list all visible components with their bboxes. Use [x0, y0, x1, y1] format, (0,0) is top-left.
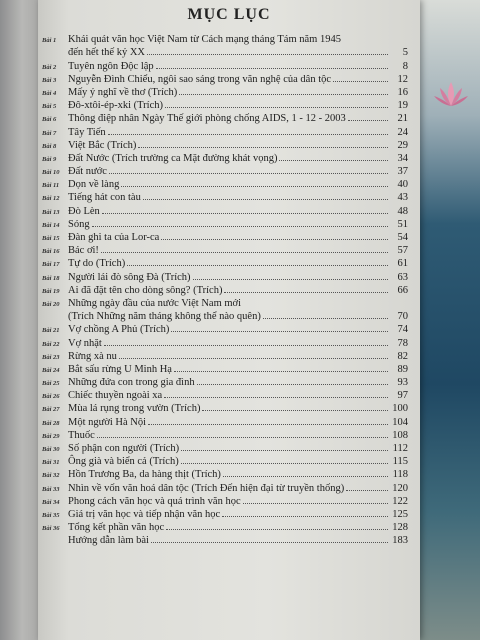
page-number: 74	[397, 324, 408, 336]
lesson-title: Phong cách văn học và quá trình văn học	[68, 495, 241, 507]
toc-entry	[42, 349, 408, 362]
dot-leader	[348, 120, 388, 121]
toc-entry	[42, 151, 408, 164]
toc-entry	[42, 164, 408, 177]
dot-leader	[164, 397, 388, 398]
dot-leader	[108, 134, 388, 135]
lesson-number: Bài 25	[42, 380, 60, 388]
dot-leader	[161, 239, 388, 240]
dot-leader	[193, 279, 388, 280]
lesson-title: Giá trị văn học và tiếp nhận văn học	[68, 508, 221, 520]
page-number: 57	[397, 245, 408, 257]
page-number: 5	[402, 47, 408, 59]
lesson-number: Bài 20	[42, 300, 60, 308]
lesson-title: Đàn ghi ta của Lor-ca	[68, 232, 160, 243]
dot-leader	[263, 318, 388, 319]
lesson-number: Bài 32	[42, 472, 60, 480]
page-number: 16	[397, 86, 408, 98]
lesson-number: Bài 18	[42, 274, 60, 282]
toc-entry	[42, 269, 408, 282]
toc-entry	[42, 45, 408, 58]
lesson-title: Việt Bắc (Trích)	[68, 139, 137, 151]
lesson-number: Bài 24	[42, 366, 60, 374]
lesson-title: Tây Tiến	[68, 126, 106, 138]
lesson-title: Nhìn về vốn văn hoá dân tộc (Trích Đến hiện đại từ truyền thống)	[68, 482, 345, 494]
toc-entry	[42, 111, 408, 124]
lesson-title: Bác ơi!	[68, 245, 99, 257]
lesson-title: Đô-xtôi-ép-xki (Trích)	[68, 100, 163, 112]
toc-entry	[42, 362, 408, 375]
lesson-number: Bài 21	[42, 327, 60, 335]
lesson-title: Đất nước	[68, 166, 107, 178]
lesson-title: Ông già và biển cả (Trích)	[68, 456, 179, 468]
lesson-number: Bài 16	[42, 248, 60, 256]
dot-leader	[181, 450, 388, 451]
lesson-title: Thuốc	[68, 429, 95, 441]
lesson-number: Bài 30	[42, 446, 60, 453]
toc-entry	[42, 441, 408, 454]
toc-list	[42, 32, 408, 546]
toc-entry	[42, 32, 408, 45]
lesson-title: Số phận con người (Trích)	[68, 443, 180, 454]
page-number: 63	[397, 271, 408, 283]
toc-entry	[42, 230, 408, 243]
dot-leader	[181, 463, 388, 464]
dot-leader	[202, 410, 388, 411]
toc-entry	[42, 72, 408, 85]
page-number: 34	[397, 152, 408, 164]
toc-entry	[42, 507, 408, 520]
dot-leader	[346, 490, 388, 491]
lesson-number: Bài 34	[42, 498, 60, 506]
lesson-title: Những đứa con trong gia đình	[68, 377, 195, 389]
page-number: 122	[392, 495, 408, 507]
lesson-number: Bài 22	[42, 340, 60, 348]
toc-entry	[42, 520, 408, 533]
toc-entry	[42, 58, 408, 71]
lesson-number: Bài 12	[42, 195, 60, 203]
dot-leader	[222, 516, 388, 517]
page-number: 118	[392, 469, 408, 481]
lesson-title: Bắt sấu rừng U Minh Hạ	[68, 363, 172, 375]
lesson-title: Ai đã đặt tên cho dòng sông? (Trích)	[68, 284, 223, 296]
page-number: 61	[397, 258, 408, 270]
dot-leader	[165, 107, 388, 108]
lesson-number: Bài 14	[42, 221, 60, 229]
toc-entry	[42, 428, 408, 441]
lesson-number: Bài 5	[42, 103, 57, 111]
dot-leader	[151, 542, 388, 543]
dot-leader	[174, 371, 388, 372]
lesson-number: Bài 4	[42, 89, 57, 97]
lesson-number: Bài 36	[42, 525, 60, 533]
toc-page	[38, 0, 420, 640]
page-number: 54	[397, 232, 408, 243]
lesson-title: Hướng dẫn làm bài	[68, 535, 149, 547]
lesson-number: Bài 15	[42, 235, 60, 242]
dot-leader	[104, 345, 388, 346]
toc-entry	[42, 375, 408, 388]
toc-entry	[42, 85, 408, 98]
lesson-number: Bài 23	[42, 353, 60, 361]
toc-entry	[42, 480, 408, 493]
dot-leader	[171, 331, 388, 332]
toc-entry	[42, 309, 408, 322]
lesson-title: Mùa lá rụng trong vườn (Trích)	[68, 403, 201, 415]
page-number: 29	[397, 139, 408, 151]
page-number: 24	[397, 126, 408, 138]
lesson-title: Nguyễn Đình Chiểu, ngôi sao sáng trong văn nghệ của dân tộc	[68, 73, 332, 85]
lesson-title: Hồn Trương Ba, da hàng thịt (Trích)	[68, 469, 221, 481]
page-number: 8	[402, 60, 408, 72]
lesson-number: Bài 10	[42, 169, 60, 177]
page-number: 51	[397, 218, 408, 230]
page-number: 93	[397, 377, 408, 389]
lesson-number: Bài 19	[42, 287, 60, 295]
toc-entry	[42, 454, 408, 467]
toc-entry	[42, 283, 408, 296]
lesson-title: Những ngày đầu của nước Việt Nam mới	[68, 297, 241, 309]
lesson-title: Đò Lèn	[68, 205, 100, 217]
lesson-title: Vợ nhặt	[68, 337, 102, 349]
page-number: 120	[392, 482, 408, 494]
page-number: 12	[397, 73, 408, 85]
lesson-number: Bài 6	[42, 116, 57, 124]
page-number: 78	[397, 337, 408, 349]
lesson-number: Bài 26	[42, 393, 60, 401]
page-number: 125	[392, 508, 408, 520]
dot-leader	[101, 252, 388, 253]
toc-entry	[42, 401, 408, 414]
page-number: 66	[397, 284, 408, 296]
page-number: 97	[397, 390, 408, 402]
page-number: 104	[392, 416, 408, 428]
lesson-number: Bài 3	[42, 76, 57, 84]
dot-leader	[102, 213, 388, 214]
background-book-cover	[410, 0, 480, 640]
lesson-title: Dọn về làng	[68, 179, 120, 191]
page-number: 82	[397, 350, 408, 362]
adjacent-page	[0, 0, 40, 640]
dot-leader	[148, 424, 388, 425]
toc-entry	[42, 414, 408, 427]
page-title: MỤC LỤC	[187, 6, 271, 23]
lesson-title: đến hết thế kỷ XX	[68, 47, 145, 59]
lesson-title: Khái quát văn học Việt Nam từ Cách mạng tháng Tám năm 1945	[68, 34, 341, 46]
dot-leader	[119, 358, 388, 359]
lesson-number: Bài 9	[42, 155, 57, 163]
toc-entry	[42, 203, 408, 216]
lesson-title: Tiếng hát con tàu	[68, 192, 141, 204]
lesson-title: Người lái đò sông Đà (Trích)	[68, 271, 191, 283]
dot-leader	[143, 199, 388, 200]
lesson-title: Vợ chồng A Phủ (Trích)	[68, 324, 170, 336]
page-number: 108	[392, 429, 408, 441]
page-number: 128	[392, 522, 408, 534]
toc-entry	[42, 190, 408, 203]
dot-leader	[156, 68, 388, 69]
lesson-number: Bài 17	[42, 261, 60, 269]
lesson-title: Tự do (Trích)	[68, 258, 126, 270]
page-number: 115	[392, 456, 408, 468]
toc-entry	[42, 98, 408, 111]
lesson-title: Một người Hà Nội	[68, 416, 147, 428]
page-number: 21	[397, 113, 408, 125]
page-number: 70	[397, 311, 408, 323]
lesson-number: Bài 33	[42, 485, 60, 493]
lesson-title: Mấy ý nghĩ về thơ (Trích)	[68, 86, 178, 98]
page-number: 112	[392, 443, 408, 454]
lesson-number	[42, 545, 68, 546]
dot-leader	[223, 476, 388, 477]
dot-leader	[109, 173, 388, 174]
dot-leader	[97, 437, 388, 438]
dot-leader	[147, 54, 388, 55]
dot-leader	[166, 529, 388, 530]
lesson-title: Thông điệp nhân Ngày Thế giới phòng chống AIDS, 1 - 12 - 2003	[68, 113, 346, 125]
dot-leader	[243, 503, 388, 504]
lesson-title: Chiếc thuyền ngoài xa	[68, 390, 163, 402]
lesson-number: Bài 13	[42, 208, 60, 216]
lotus-icon	[432, 80, 470, 110]
dot-leader	[179, 94, 388, 95]
lesson-title: Sóng	[68, 218, 90, 230]
dot-leader	[127, 265, 388, 266]
lesson-number: Bài 11	[42, 182, 60, 190]
dot-leader	[138, 147, 388, 148]
dot-leader	[333, 81, 388, 82]
page-number: 48	[397, 205, 408, 217]
page-number: 100	[392, 403, 408, 415]
page-number: 89	[397, 363, 408, 375]
lesson-number: Bài 29	[42, 432, 60, 440]
lesson-number: Bài 27	[42, 406, 60, 414]
lesson-title: Tổng kết phần văn học	[68, 522, 165, 534]
lesson-number: Bài 7	[42, 129, 57, 137]
toc-entry	[42, 533, 408, 546]
page-number: 19	[397, 100, 408, 112]
lesson-title: (Trích Những năm tháng không thể nào quên)	[68, 311, 261, 323]
toc-entry	[42, 467, 408, 480]
toc-entry	[42, 124, 408, 137]
dot-leader	[224, 292, 388, 293]
lesson-title: Tuyên ngôn Độc lập	[68, 60, 154, 72]
lesson-number: Bài 1	[42, 37, 57, 45]
lesson-number: Bài 2	[42, 63, 57, 71]
toc-entry	[42, 177, 408, 190]
toc-entry	[42, 243, 408, 256]
lesson-title: Rừng xà nu	[68, 350, 117, 362]
lesson-title: Đất Nước (Trích trường ca Mặt đường khát vọng)	[68, 152, 278, 164]
toc-entry	[42, 388, 408, 401]
dot-leader	[92, 226, 388, 227]
toc-entry	[42, 322, 408, 335]
page-number: 40	[397, 179, 408, 191]
toc-entry	[42, 138, 408, 151]
toc-entry	[42, 296, 408, 309]
dot-leader	[197, 384, 388, 385]
lesson-number: Bài 31	[42, 459, 60, 467]
page-number: 43	[397, 192, 408, 204]
page-number: 37	[397, 166, 408, 178]
lesson-number: Bài 8	[42, 142, 57, 150]
dot-leader	[121, 186, 388, 187]
dot-leader	[279, 160, 388, 161]
toc-entry	[42, 335, 408, 348]
toc-entry	[42, 217, 408, 230]
toc-entry	[42, 494, 408, 507]
page-number: 183	[392, 535, 408, 547]
lesson-number: Bài 35	[42, 511, 60, 519]
lesson-number: Bài 28	[42, 419, 60, 427]
toc-entry	[42, 256, 408, 269]
